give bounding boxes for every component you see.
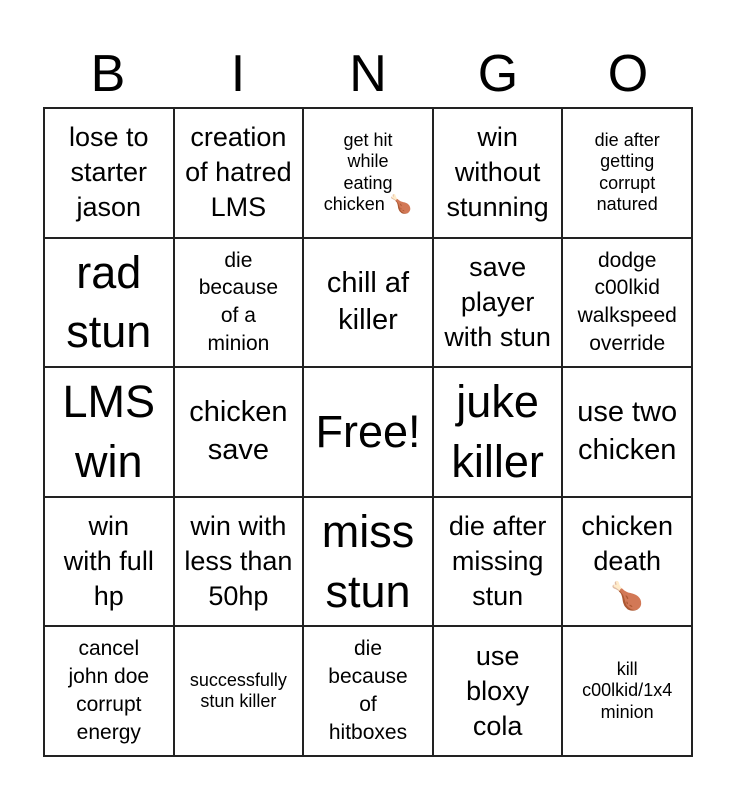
bingo-cell[interactable]: die because of a minion bbox=[174, 238, 304, 368]
header-letter-b: B bbox=[90, 45, 126, 103]
bingo-cell[interactable]: creation of hatred LMS bbox=[174, 108, 304, 238]
bingo-cell[interactable]: die because of hitboxes bbox=[303, 626, 433, 756]
bingo-cell[interactable]: dodge c00lkid walkspeed override bbox=[562, 238, 692, 368]
bingo-cell[interactable]: rad stun bbox=[44, 238, 174, 368]
bingo-cell[interactable]: LMS win bbox=[44, 367, 174, 497]
free-space-cell[interactable]: Free! bbox=[303, 367, 433, 497]
header-letter-o: O bbox=[607, 45, 649, 103]
bingo-grid bbox=[43, 107, 693, 757]
bingo-cell[interactable]: juke killer bbox=[433, 367, 563, 497]
bingo-cell[interactable]: save player with stun bbox=[433, 238, 563, 368]
bingo-header bbox=[43, 40, 693, 108]
bingo-cell[interactable]: miss stun bbox=[303, 497, 433, 627]
bingo-cell[interactable]: win without stunning bbox=[433, 108, 563, 238]
bingo-cell[interactable]: successfully stun killer bbox=[174, 626, 304, 756]
bingo-cell[interactable]: chill af killer bbox=[303, 238, 433, 368]
bingo-cell[interactable]: cancel john doe corrupt energy bbox=[44, 626, 174, 756]
bingo-cell[interactable]: chicken death 🍗 bbox=[562, 497, 692, 627]
bingo-cell[interactable]: kill c00lkid/1x4 minion bbox=[562, 626, 692, 756]
bingo-cell[interactable]: win with less than 50hp bbox=[174, 497, 304, 627]
bingo-cell[interactable]: use bloxy cola bbox=[433, 626, 563, 756]
bingo-cell[interactable]: die after getting corrupt natured bbox=[562, 108, 692, 238]
bingo-cell[interactable]: lose to starter jason bbox=[44, 108, 174, 238]
header-letter-i: I bbox=[230, 45, 246, 103]
header-letter-g: G bbox=[477, 45, 519, 103]
bingo-cell[interactable]: get hit while eating chicken 🍗 bbox=[303, 108, 433, 238]
bingo-cell[interactable]: chicken save bbox=[174, 367, 304, 497]
bingo-cell[interactable]: die after missing stun bbox=[433, 497, 563, 627]
header-letter-n: N bbox=[349, 45, 387, 103]
bingo-cell[interactable]: use two chicken bbox=[562, 367, 692, 497]
bingo-cell[interactable]: win with full hp bbox=[44, 497, 174, 627]
